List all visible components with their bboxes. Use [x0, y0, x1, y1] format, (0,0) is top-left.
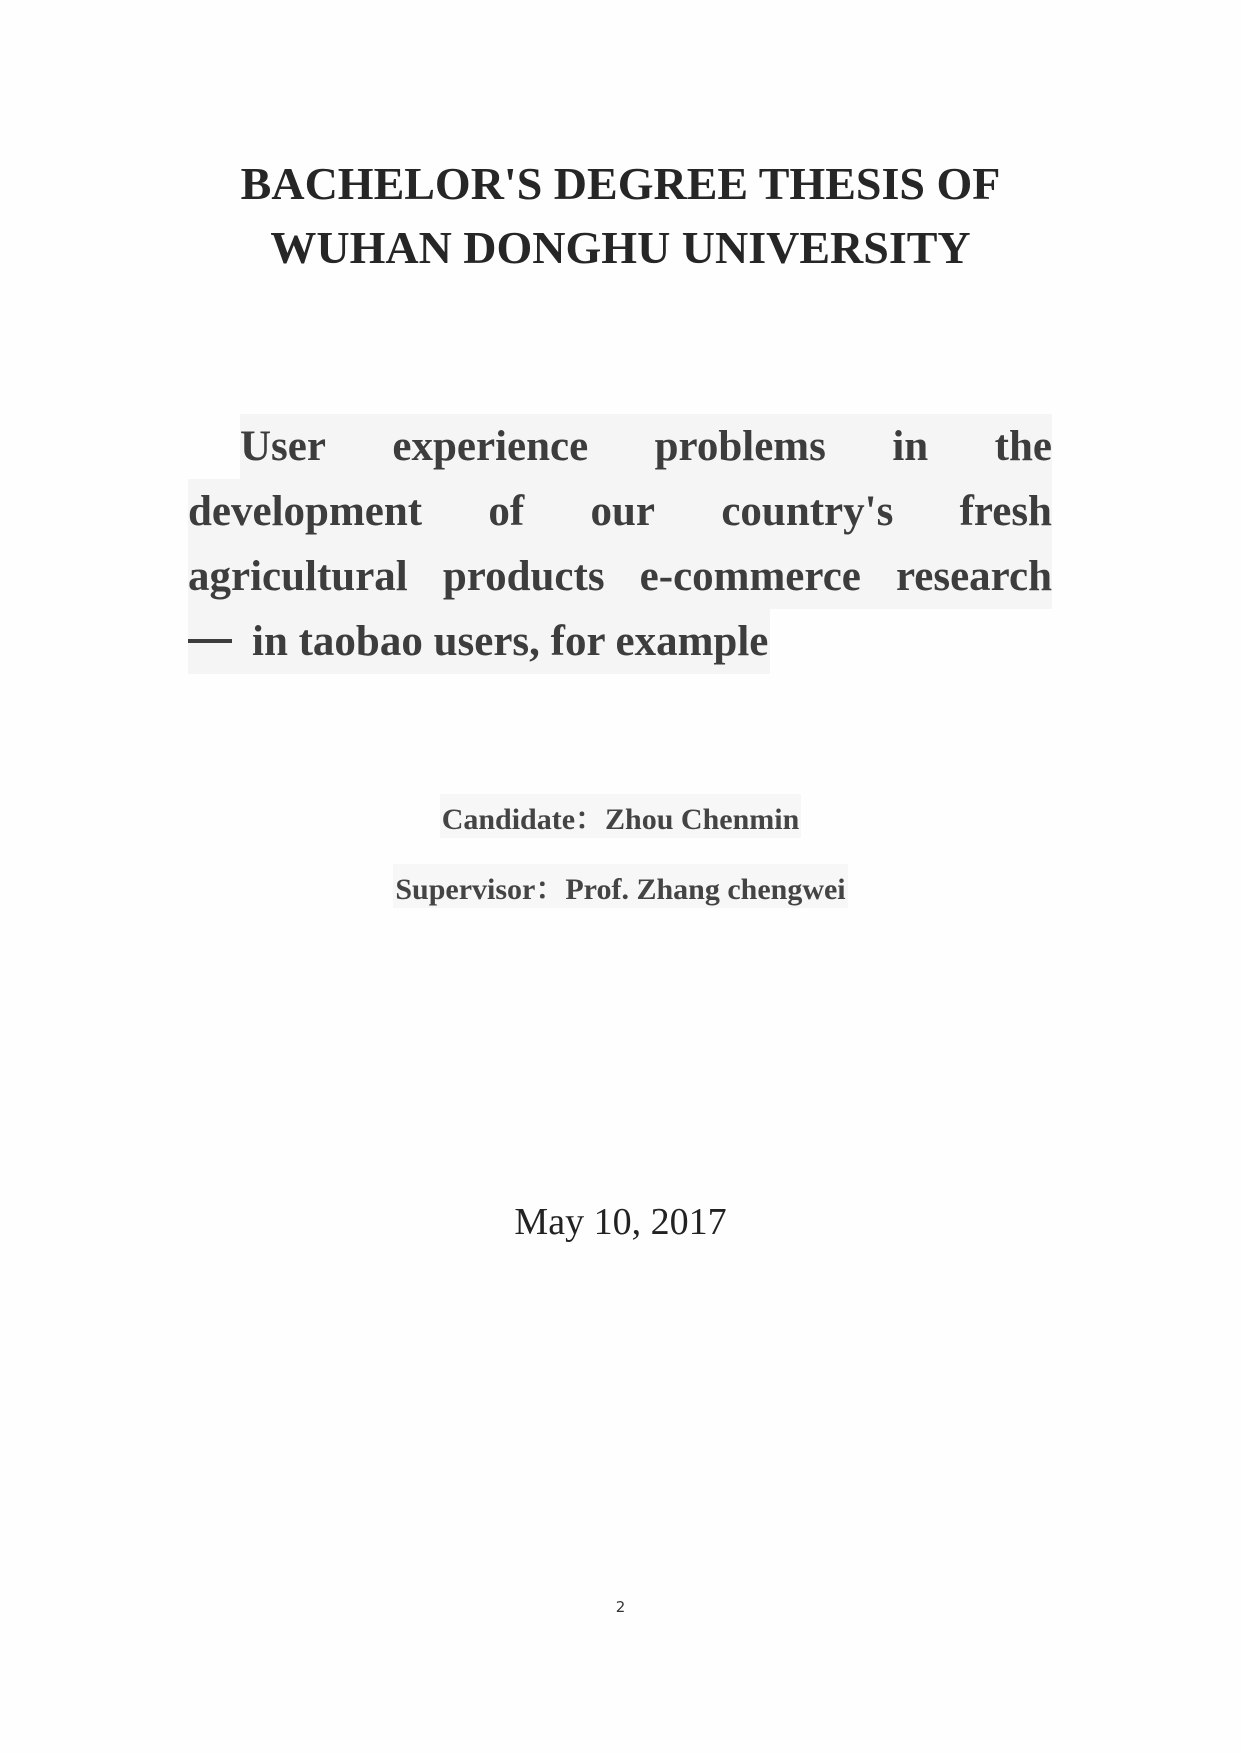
university-title: [140, 152, 1101, 280]
thesis-title: [188, 414, 1052, 674]
thesis-title-word: User: [240, 423, 326, 470]
thesis-title-word: our: [590, 488, 656, 535]
candidate-box: [440, 794, 802, 838]
thesis-title-word: fresh: [959, 488, 1052, 535]
page-number: 2: [615, 1598, 626, 1616]
supervisor-name: Prof. Zhang chengwei: [565, 873, 846, 906]
thesis-title-word: the: [994, 423, 1052, 470]
thesis-date: May 10, 2017: [514, 1201, 727, 1243]
supervisor-label: Supervisor：: [395, 873, 566, 906]
thesis-title-word: problems: [654, 423, 826, 470]
thesis-title-word: country's: [721, 488, 894, 535]
thesis-title-line-2: [188, 479, 1052, 544]
thesis-title-line-4: [188, 609, 1052, 674]
thesis-title-word: development: [188, 488, 423, 535]
university-title-line-1: BACHELOR'S DEGREE THESIS OF: [240, 158, 1001, 209]
thesis-title-word: experience: [392, 423, 589, 470]
thesis-title-line-4-box: [188, 609, 770, 674]
thesis-title-word: in: [892, 423, 929, 470]
candidate-line: [0, 794, 1241, 838]
candidate-label: Candidate：: [441, 803, 606, 836]
thesis-title-line-3: [188, 544, 1052, 609]
em-dash-mark: [188, 639, 232, 643]
thesis-title-line-1: [240, 414, 1052, 479]
thesis-title-word: of: [488, 488, 525, 535]
supervisor-line: [0, 864, 1241, 908]
thesis-title-line-4-text: in taobao users, for example: [252, 618, 769, 665]
thesis-title-line-3-text: agricultural products e-commerce research: [188, 553, 1052, 600]
university-title-line-2: WUHAN DONGHU UNIVERSITY: [270, 222, 971, 273]
supervisor-box: [393, 864, 847, 908]
candidate-name: Zhou Chenmin: [605, 803, 800, 836]
